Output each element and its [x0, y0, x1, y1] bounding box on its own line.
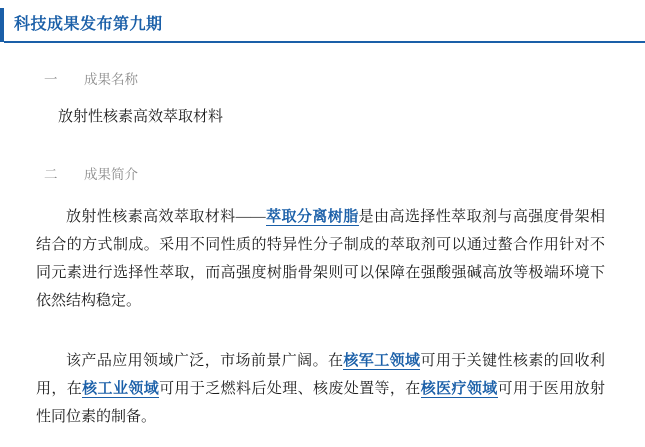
section-label-1: 成果名称	[84, 72, 138, 87]
p2-text-1: 该产品应用领域广泛，市场前景广阔。在	[66, 353, 344, 369]
section-heading-2	[44, 163, 645, 183]
section-label-2: 成果简介	[84, 167, 138, 182]
paragraph-2	[36, 347, 605, 431]
section-number-1: 一	[44, 72, 58, 87]
p2-text-4: 可用于医用放射性同位素的制备。	[36, 381, 605, 425]
p2-text-2: 可用于关键性核素的回收利用，在	[36, 353, 605, 397]
document-header	[0, 8, 645, 42]
p2-highlight-2: 核工业领域	[82, 381, 160, 397]
p1-highlight-1: 萃取分离树脂	[265, 209, 359, 225]
p1-text-1: 放射性核素高效萃取材料——	[66, 209, 266, 225]
p2-text-3: 可用于乏燃料后处理、核废处置等，在	[159, 381, 421, 397]
p2-highlight-3: 核医疗领域	[420, 381, 498, 397]
p1-text-2: 是由高选择性萃取剂与高强度骨架相结合的方式制成。采用不同性质的特异性分子制成的萃取剂可以通过螯合作用针对不同元素进行选择性萃取，而高强度树脂骨架则可以保障在强酸强碱高放等极端环境下依然结构稳定。	[36, 209, 605, 309]
page-title: 科技成果发布第九期	[14, 16, 163, 33]
paragraph-1	[36, 203, 605, 315]
document-body	[0, 52, 645, 431]
section-heading-1	[44, 68, 645, 88]
section-number-2: 二	[44, 167, 58, 182]
result-name-value: 放射性核素高效萃取材料	[58, 109, 224, 125]
p2-highlight-1: 核军工领域	[343, 353, 421, 369]
header-divider	[4, 41, 645, 43]
